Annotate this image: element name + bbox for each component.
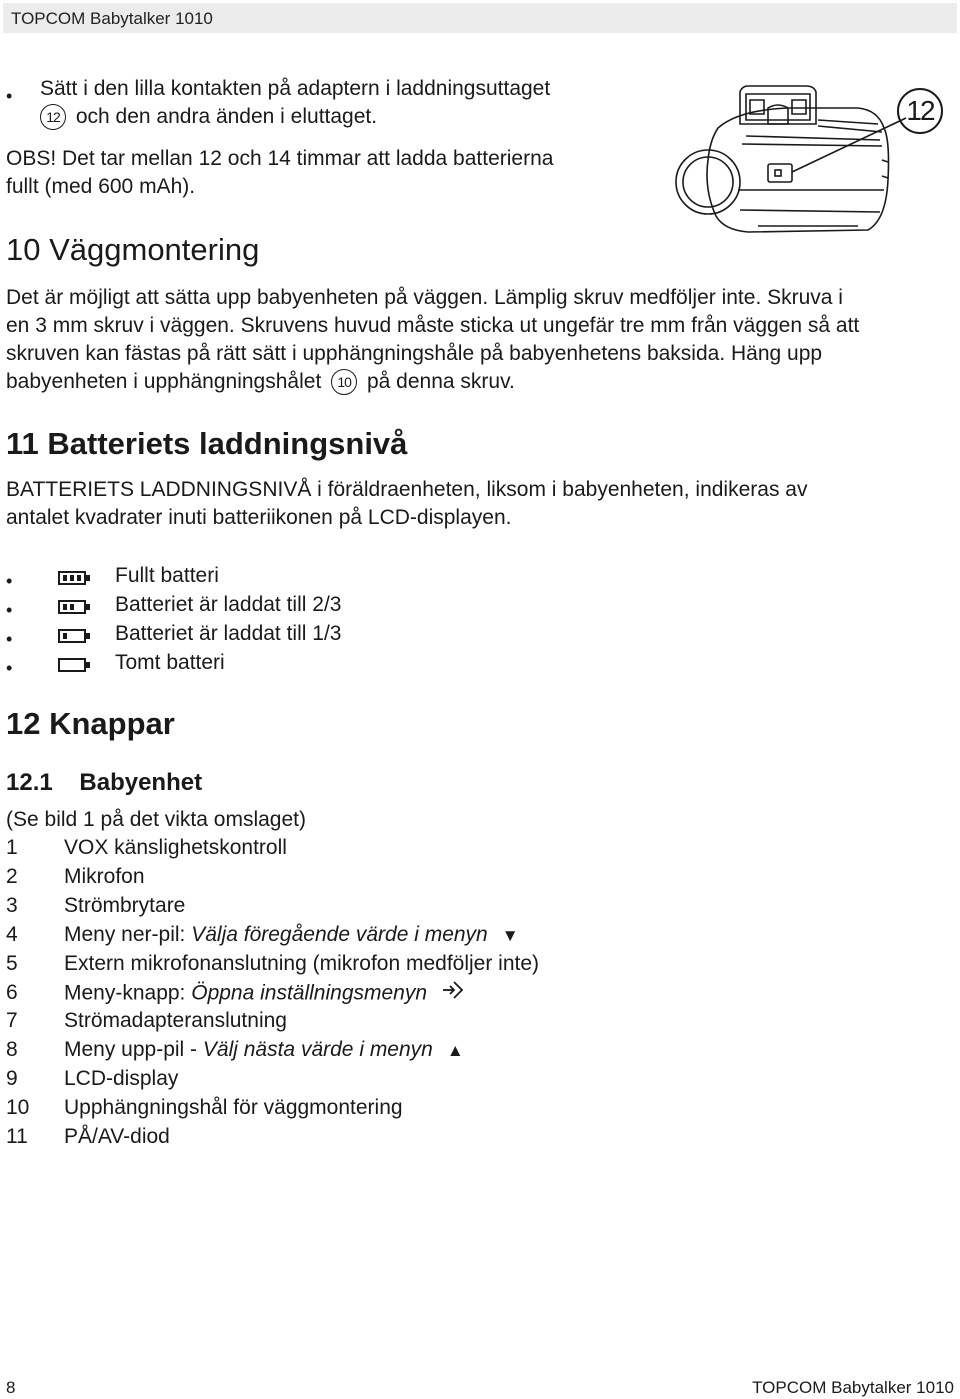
bullet-dot: • <box>6 629 13 649</box>
figure-callout-12: 12 <box>897 88 943 134</box>
battery-bar <box>63 575 67 581</box>
list-item <box>64 1036 464 1065</box>
battery-level-label: Fullt batteri <box>115 564 219 587</box>
header-title: TOPCOM Babytalker 1010 <box>11 9 213 28</box>
list-item-text: PÅ/AV-diod <box>64 1125 170 1148</box>
section-12-heading: 12 Knappar <box>6 706 175 741</box>
list-item <box>64 1123 170 1151</box>
section-10-line-4 <box>6 368 515 396</box>
obs-line-2: fullt (med 600 mAh). <box>6 175 196 198</box>
section-12-note: (Se bild 1 på det vikta omslaget) <box>6 808 306 831</box>
device-illustration <box>668 80 954 240</box>
battery-icon <box>58 657 92 673</box>
list-item-number: 9 <box>6 1067 18 1090</box>
arrow-down-icon: ▼ <box>501 926 519 945</box>
list-item <box>64 921 519 950</box>
footer-title: TOPCOM Babytalker 1010 <box>752 1378 954 1397</box>
section-10-line-4a: babyenheten i upphängningshålet <box>6 370 322 393</box>
list-item-number: 11 <box>6 1125 28 1148</box>
battery-icon <box>58 570 92 586</box>
list-item-number: 7 <box>6 1009 18 1032</box>
list-item-text: Meny-knapp: <box>64 981 192 1005</box>
list-item-text: Meny upp-pil - <box>64 1038 203 1061</box>
list-item-text: Strömadapteranslutning <box>64 1009 287 1032</box>
callout-10-inline: 10 <box>331 369 357 395</box>
list-item-number: 10 <box>6 1096 30 1119</box>
list-item-italic: Välja föregående värde i menyn <box>191 923 488 946</box>
battery-bar <box>63 633 67 639</box>
list-item-text: Mikrofon <box>64 865 145 888</box>
list-item-number: 6 <box>6 981 18 1004</box>
header-bar <box>3 3 957 33</box>
battery-level-label: Batteriet är laddat till 1/3 <box>115 622 342 645</box>
section-10-line-1: Det är möjligt att sätta upp babyenheten på väggen. Lämplig skruv medföljer inte. Skruva i <box>6 286 843 309</box>
list-item-text: VOX känslighetskontroll <box>64 836 287 859</box>
list-item <box>64 892 185 920</box>
battery-level-label: Tomt batteri <box>115 651 225 674</box>
arrow-up-icon: ▲ <box>446 1041 464 1060</box>
bullet-dot: • <box>6 658 13 678</box>
section-10-line-2: en 3 mm skruv i väggen. Skruvens huvud måste sticka ut ungefär tre mm från väggen så att <box>6 314 860 337</box>
list-item <box>64 834 287 862</box>
list-item-number: 3 <box>6 894 18 917</box>
section-11-heading: 11 Batteriets laddningsnivå <box>6 426 408 461</box>
list-item-text: LCD-display <box>64 1067 179 1090</box>
section-11-line-1: BATTERIETS LADDNINGSNIVÅ i föräldraenheten, liksom i babyenheten, indikeras av <box>6 478 808 501</box>
list-item-number: 8 <box>6 1038 18 1061</box>
list-item <box>64 863 145 891</box>
list-item <box>64 950 539 978</box>
list-item-number: 1 <box>6 836 18 859</box>
menu-enter-icon <box>441 979 465 1009</box>
bullet-dot: • <box>6 600 13 620</box>
callout-12-inline: 12 <box>40 104 66 130</box>
obs-line-1: OBS! Det tar mellan 12 och 14 timmar att ladda batterierna <box>6 147 554 170</box>
battery-bar <box>77 575 81 581</box>
bullet-dot: • <box>6 571 13 591</box>
intro-line-2-text: och den andra änden i eluttaget. <box>75 105 378 128</box>
list-item <box>64 979 465 1009</box>
list-item-text: Upphängningshål för väggmontering <box>64 1096 403 1119</box>
section-12-1-number: 12.1 <box>6 769 53 796</box>
section-10-heading: 10 Väggmontering <box>6 232 260 267</box>
list-item-number: 5 <box>6 952 18 975</box>
battery-bar <box>70 575 74 581</box>
section-12-1-title: Babyenhet <box>79 769 203 796</box>
battery-bar <box>70 604 74 610</box>
list-item-number: 2 <box>6 865 18 888</box>
section-12-1-heading <box>6 768 202 798</box>
list-item <box>64 1007 287 1035</box>
section-10-line-4b: på denna skruv. <box>366 370 515 393</box>
list-item-text: Strömbrytare <box>64 894 186 917</box>
footer-page-number: 8 <box>6 1378 16 1397</box>
intro-line-1: Sätt i den lilla kontakten på adaptern i laddningsuttaget <box>40 77 551 100</box>
intro-line-2 <box>40 103 377 131</box>
list-item-text: Extern mikrofonanslutning (mikrofon medföljer inte) <box>64 952 540 975</box>
battery-icon <box>58 628 92 644</box>
list-item-text: Meny ner-pil: <box>64 923 192 946</box>
list-item-italic: Välj nästa värde i menyn <box>202 1038 433 1061</box>
section-11-line-2: antalet kvadrater inuti batteriikonen på LCD-displayen. <box>6 506 512 529</box>
battery-level-label: Batteriet är laddat till 2/3 <box>115 593 342 616</box>
list-item-italic: Öppna inställningsmenyn <box>191 981 428 1005</box>
bullet-dot: • <box>6 86 13 106</box>
battery-bar <box>63 604 67 610</box>
battery-icon <box>58 599 92 615</box>
list-item <box>64 1094 403 1122</box>
list-item <box>64 1065 178 1093</box>
list-item-number: 4 <box>6 923 18 946</box>
section-10-line-3: skruven kan fästas på rätt sätt i upphängningshåle på babyenhetens baksida. Häng upp <box>6 342 823 365</box>
